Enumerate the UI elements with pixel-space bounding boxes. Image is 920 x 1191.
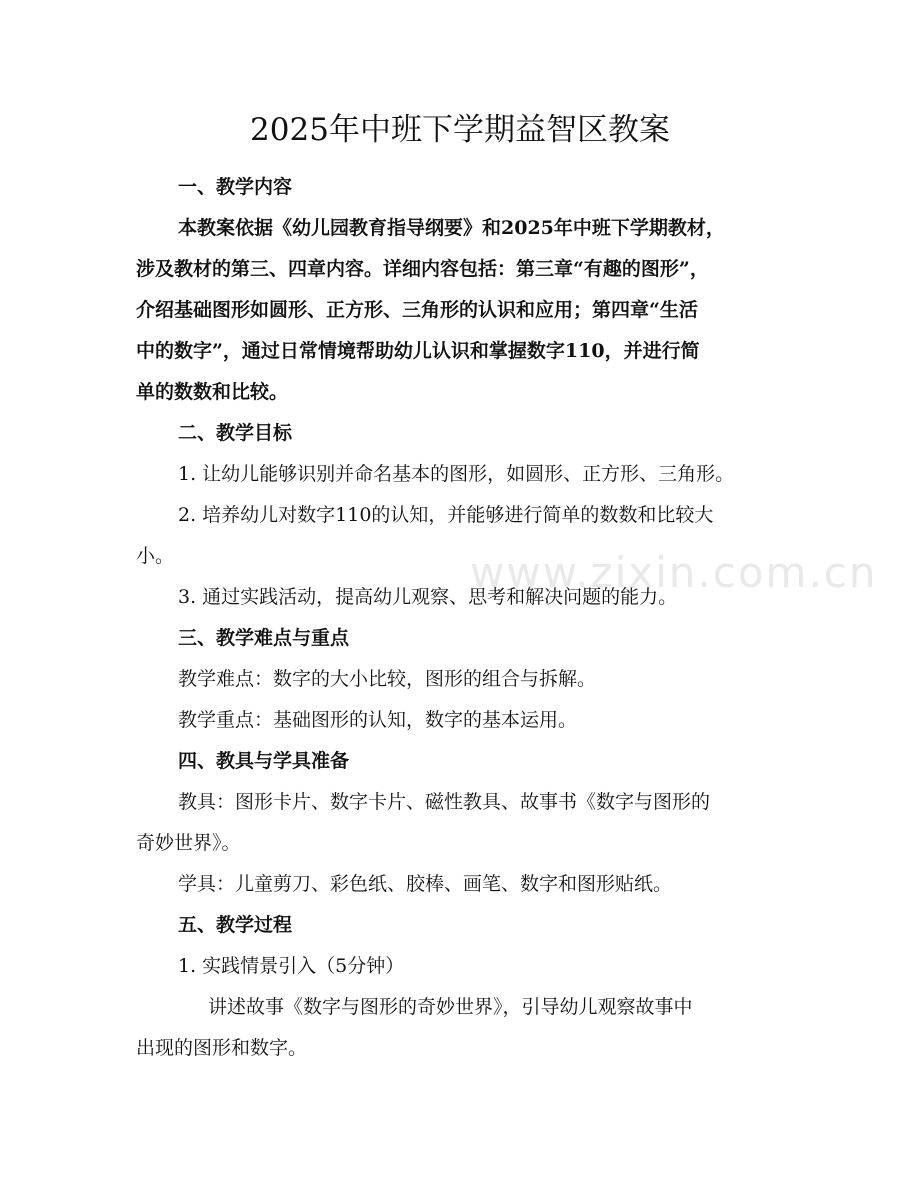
student-materials-line: 学具：儿童剪刀、彩色纸、胶棒、画笔、数字和图形贴纸。 bbox=[178, 873, 673, 895]
objective-item: 1. 让幼儿能够识别并命名基本的图形，如圆形、正方形、三角形。 bbox=[178, 463, 735, 485]
section-heading-content: 一、教学内容 bbox=[178, 176, 293, 198]
difficulty-line: 教学难点：数字的大小比较，图形的组合与拆解。 bbox=[178, 668, 597, 690]
content-paragraph-line: 本教案依据《幼儿园教育指导纲要》和2025年中班下学期教材， bbox=[178, 217, 725, 239]
document-title: 2025年中班下学期益智区教案 bbox=[250, 112, 670, 148]
content-paragraph-line: 涉及教材的第三、四章内容。详细内容包括：第三章“有趣的图形”， bbox=[136, 258, 709, 280]
content-paragraph-line: 单的数数和比较。 bbox=[136, 381, 289, 403]
watermark: www.zixin.com.cn bbox=[470, 548, 878, 597]
objective-item-continuation: 小。 bbox=[136, 545, 175, 567]
section-heading-objectives: 二、教学目标 bbox=[178, 422, 293, 444]
section-heading-process: 五、教学过程 bbox=[178, 914, 293, 936]
section-heading-difficulties: 三、教学难点与重点 bbox=[178, 627, 350, 649]
objective-item: 3. 通过实践活动，提高幼儿观察、思考和解决问题的能力。 bbox=[178, 586, 678, 608]
focus-line: 教学重点：基础图形的认知，数字的基本运用。 bbox=[178, 709, 578, 731]
materials-line-continuation: 奇妙世界》。 bbox=[136, 832, 241, 854]
process-step-heading: 1. 实践情景引入（5分钟） bbox=[178, 955, 405, 977]
section-heading-materials: 四、教具与学具准备 bbox=[178, 750, 350, 772]
content-paragraph-line: 中的数字”，通过日常情境帮助幼儿认识和掌握数字110，并进行简 bbox=[136, 340, 700, 362]
process-step-text-continuation: 出现的图形和数字。 bbox=[136, 1037, 308, 1059]
objective-item: 2. 培养幼儿对数字110的认知，并能够进行简单的数数和比较大 bbox=[178, 504, 714, 526]
content-paragraph-line: 介绍基础图形如圆形、正方形、三角形的认识和应用；第四章“生活 bbox=[136, 299, 698, 321]
materials-line: 教具：图形卡片、数字卡片、磁性教具、故事书《数字与图形的 bbox=[178, 791, 711, 813]
process-step-text: 讲述故事《数字与图形的奇妙世界》，引导幼儿观察故事中 bbox=[208, 996, 693, 1018]
